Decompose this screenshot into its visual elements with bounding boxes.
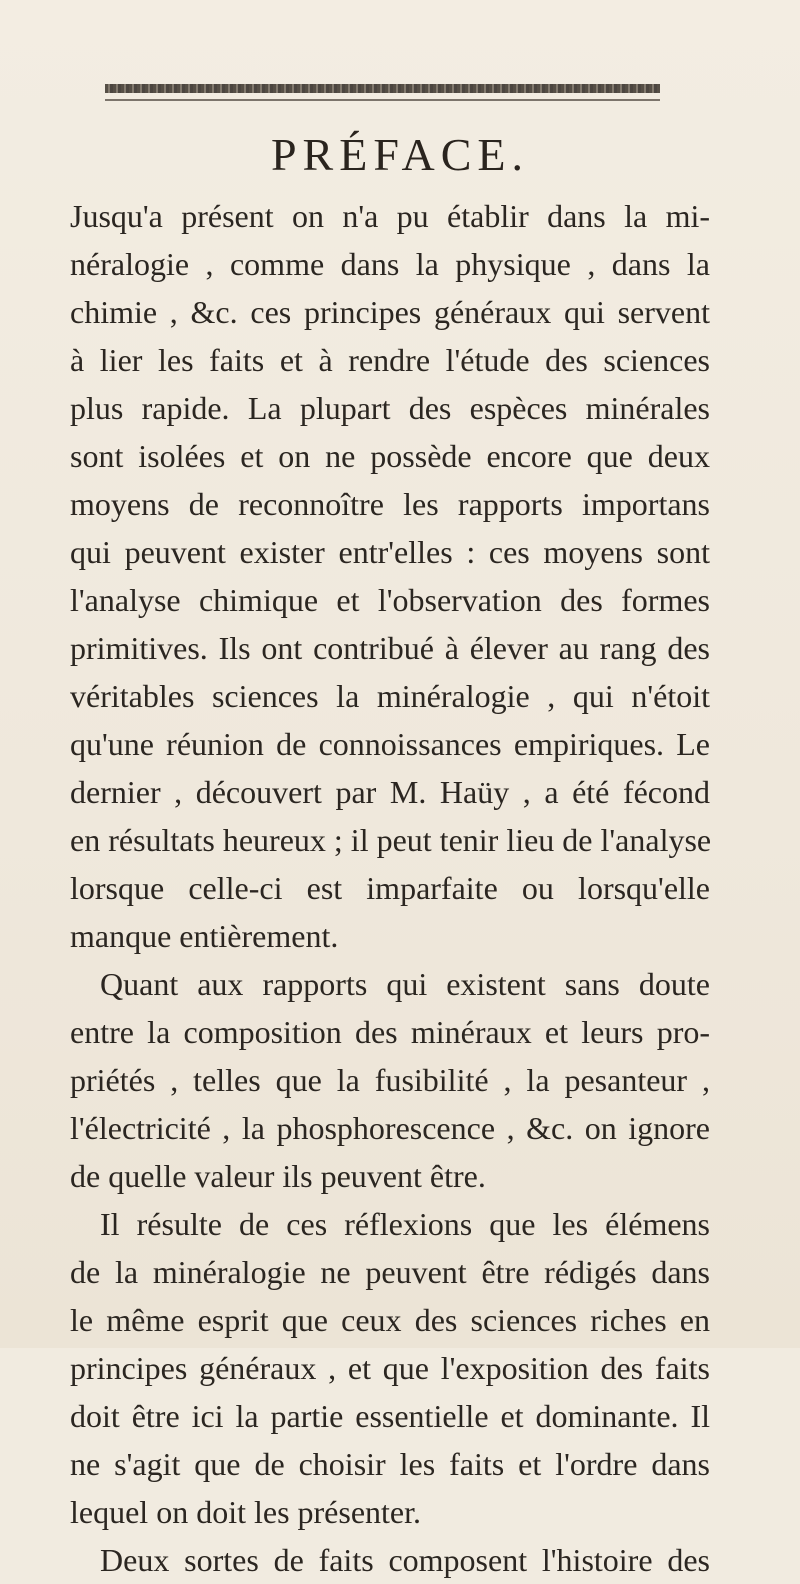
- text-line: ne s'agit que de choisir les faits et l'ordre dans: [70, 1446, 710, 1482]
- text-line: de quelle valeur ils peuvent être.: [70, 1158, 486, 1194]
- text-line: véritables sciences la minéralogie , qui n'étoit: [70, 678, 710, 714]
- text-line: priétés , telles que la fusibilité , la pesanteur ,: [70, 1062, 710, 1098]
- text-line: entre la composition des minéraux et leurs pro-: [70, 1014, 710, 1050]
- text-line: sont isolées et on ne possède encore que deux: [70, 438, 710, 474]
- preface-text: [70, 192, 710, 1584]
- text-line: principes généraux , et que l'exposition des faits: [70, 1350, 710, 1386]
- text-line: primitives. Ils ont contribué à élever au rang des: [70, 630, 710, 666]
- text-line: dernier , découvert par M. Haüy , a été fécond: [70, 774, 710, 810]
- text-line: moyens de reconnoître les rapports importans: [70, 486, 710, 522]
- text-line: Jusqu'a présent on n'a pu établir dans la mi-: [70, 198, 710, 234]
- text-line: l'analyse chimique et l'observation des formes: [70, 582, 710, 618]
- text-line: néralogie , comme dans la physique , dans la: [70, 246, 710, 282]
- text-line: de la minéralogie ne peuvent être rédigés dans: [70, 1254, 710, 1290]
- text-line: Deux sortes de faits composent l'histoire des: [100, 1542, 710, 1578]
- text-line: manque entièrement.: [70, 918, 339, 954]
- text-line: doit être ici la partie essentielle et dominante. Il: [70, 1398, 710, 1434]
- text-line: chimie , &c. ces principes généraux qui servent: [70, 294, 710, 330]
- text-line: lorsque celle-ci est imparfaite ou lorsqu'elle: [70, 870, 710, 906]
- text-line: le même esprit que ceux des sciences riches en: [70, 1302, 710, 1338]
- text-line: Il résulte de ces réflexions que les élémens: [100, 1206, 710, 1242]
- text-line: à lier les faits et à rendre l'étude des sciences: [70, 342, 710, 378]
- page-title: PRÉFACE.: [270, 129, 530, 180]
- header-rule: [105, 99, 660, 101]
- text-line: en résultats heureux ; il peut tenir lieu de l'analyse: [70, 822, 712, 858]
- text-line: l'électricité , la phosphorescence , &c. on ignore: [70, 1110, 710, 1146]
- text-line: Quant aux rapports qui existent sans doute: [100, 966, 710, 1002]
- text-line: lequel on doit les présenter.: [70, 1494, 422, 1530]
- text-line: qu'une réunion de connoissances empiriques. Le: [70, 726, 710, 762]
- text-line: plus rapide. La plupart des espèces minérales: [70, 390, 710, 426]
- text-line: qui peuvent exister entr'elles : ces moyens sont: [70, 534, 710, 570]
- header-ornament: [105, 84, 660, 93]
